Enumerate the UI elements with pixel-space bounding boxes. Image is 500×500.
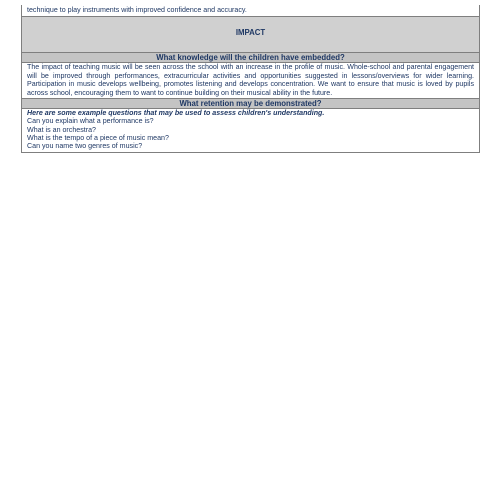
retention-questions-row bbox=[22, 108, 479, 151]
knowledge-heading: What knowledge will the children have embedded? bbox=[156, 53, 345, 63]
knowledge-paragraph-row bbox=[22, 62, 479, 98]
knowledge-paragraph: The impact of teaching music will be seen across the school with an increase in the profile of music. Whole-school and parental engagement will be improved through performances, extracurricular activities and opportunities suggested in lessons/overviews for wider learning. Participation in music develops wellbeing, promotes listening and develops concentration. We want to ensure that music is loved by pupils across school, encouraging them to want to continue building on their musical ability in the future. bbox=[27, 63, 474, 97]
question-item: Can you name two genres of music? bbox=[27, 142, 143, 151]
continuation-text-row bbox=[22, 5, 479, 16]
impact-section-header bbox=[22, 16, 479, 52]
retention-heading: What retention may be demonstrated? bbox=[179, 99, 322, 109]
retention-subheader bbox=[22, 98, 479, 108]
continuation-text: technique to play instruments with improved confidence and accuracy. bbox=[27, 6, 247, 14]
curriculum-table bbox=[21, 5, 480, 153]
impact-heading: IMPACT bbox=[235, 28, 266, 38]
question-item: What is the tempo of a piece of music mean? bbox=[27, 133, 169, 142]
knowledge-subheader bbox=[22, 52, 479, 62]
questions-intro: Here are some example questions that may be used to assess children's understanding. bbox=[27, 109, 325, 118]
question-item: Can you explain what a performance is? bbox=[27, 117, 154, 126]
question-item: What is an orchestra? bbox=[27, 125, 96, 134]
